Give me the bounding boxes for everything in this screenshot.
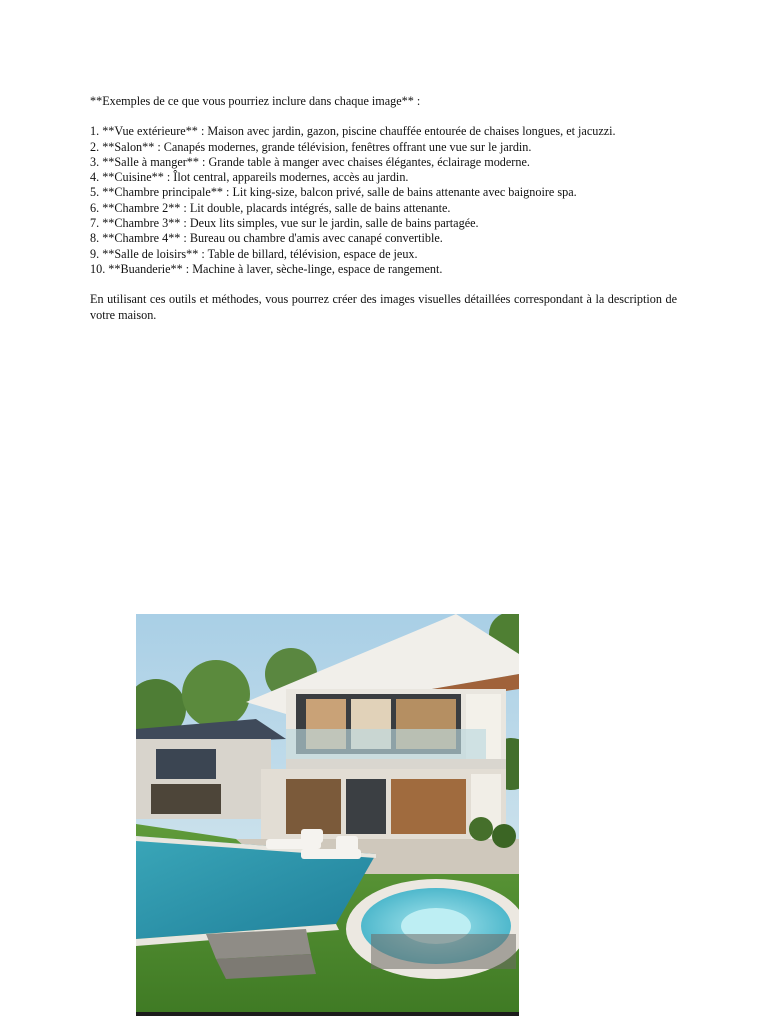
spacer [90, 277, 677, 292]
list-item: 6. **Chambre 2** : Lit double, placards intégrés, salle de bains attenante. [90, 200, 451, 215]
list-item: 4. **Cuisine** : Îlot central, appareils modernes, accès au jardin. [90, 170, 409, 185]
house-illustration [136, 614, 519, 1016]
list-item: 7. **Chambre 3** : Deux lits simples, vue sur le jardin, salle de bains partagée. [90, 216, 479, 231]
list-item: 9. **Salle de loisirs** : Table de billard, télévision, espace de jeux. [90, 246, 418, 261]
list-item: 5. **Chambre principale** : Lit king-size, balcon privé, salle de bains attenante avec baignoire spa. [90, 185, 577, 200]
conclusion-paragraph: En utilisant ces outils et méthodes, vous pourrez créer des images visuelles détaillées correspondant à la description de votre maison. [90, 292, 677, 322]
list-item: 2. **Salon** : Canapés modernes, grande télévision, fenêtres offrant une vue sur le jardin. [90, 139, 532, 154]
spacer [90, 109, 677, 124]
list-item: 8. **Chambre 4** : Bureau ou chambre d'amis avec canapé convertible. [90, 231, 443, 246]
text-block [90, 94, 677, 323]
intro-line: **Exemples de ce que vous pourriez inclure dans chaque image** : [90, 94, 421, 108]
list-item: 3. **Salle à manger** : Grande table à manger avec chaises élégantes, éclairage moderne. [90, 154, 530, 169]
list-item: 10. **Buanderie** : Machine à laver, sèche-linge, espace de rangement. [90, 261, 443, 276]
list-item: 1. **Vue extérieure** : Maison avec jardin, gazon, piscine chauffée entourée de chaises longues, et jacuzzi. [90, 124, 616, 139]
